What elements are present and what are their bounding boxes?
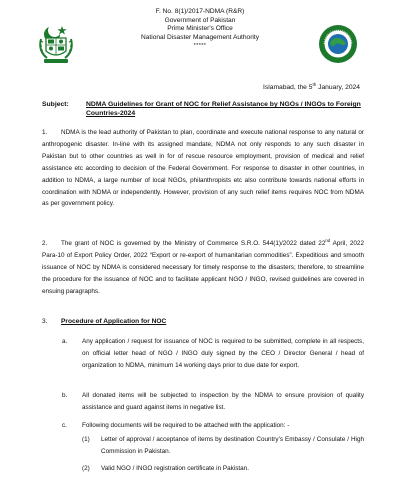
- file-reference: F. No. 8(1)/2017-NDMA (R&R): [155, 8, 245, 15]
- subject-line: [42, 101, 364, 118]
- paragraph-2: 2. The grant of NOC is governed by the Ministry of Commerce S.R.O. 544(1)/2022 dated 22nd April, 2022 Para-10 of Export Policy Order, 2022 “Export or re-export of humanitarian commodities”. Expeditious and smooth issuance of NOC by NDMA is considered necessary for timely response to the disasters; therefore, to streamline the procedure for the issuance of NOC and to facilitate applicant NGO / INGO, revised guidelines are covered in ensuing paragraphs.: [42, 238, 364, 295]
- list-item-text: All donated items will be subjected to inspection by the NDMA to ensure provision of quality assistance and guard against items in negative list.: [82, 392, 364, 411]
- list-item-text: Any application / request for issuance of NOC is required to be submitted, complete in all respects, on official letter head of NGO / INGO duly signed by the CEO / Director General / head of organization to NDMA, minimum 14 working days prior to due date for export.: [82, 338, 364, 369]
- subject-text: NDMA Guidelines for Grant of NOC for Relief Assistance by NGOs / INGOs to Foreign Countries-2024: [86, 101, 361, 117]
- list-item-b: [62, 390, 364, 414]
- letterhead: [0, 8, 400, 51]
- section-title: Procedure of Application for NOC: [61, 318, 167, 325]
- list-item-a: [62, 336, 364, 372]
- sub-item-marker: (2): [82, 465, 90, 472]
- sub-item-marker: (1): [82, 436, 90, 443]
- sub-item-text: Letter of approval / acceptance of items by destination Country’s Embassy / Consulate / High Commission in Pakistan.: [101, 436, 364, 455]
- subject-label: Subject:: [42, 101, 69, 108]
- list-marker: c.: [62, 422, 67, 429]
- sub-item-1: [82, 434, 364, 458]
- list-item-text: Following documents will be required to be attached with the application: -: [82, 422, 290, 429]
- separator-stars: *****: [193, 43, 207, 50]
- section-3-heading: 3. Procedure of Application for NOC: [42, 318, 167, 325]
- sub-item-2: [82, 463, 364, 475]
- sub-item-text: Valid NGO / INGO registration certificate in Pakistan.: [101, 465, 249, 472]
- paragraph-number: 1.: [42, 129, 48, 136]
- authority-line: National Disaster Management Authority: [140, 33, 259, 41]
- list-marker: b.: [62, 392, 68, 399]
- office-line: Prime Minister's Office: [167, 25, 233, 33]
- list-marker: a.: [62, 338, 68, 345]
- paragraph-number: 2.: [42, 240, 48, 248]
- list-item-c: [62, 420, 364, 432]
- government-line: Government of Pakistan: [164, 16, 236, 24]
- paragraph-text: NDMA is the lead authority of Pakistan to plan, coordinate and execute national response to any natural or anthropogenic disaster. In-line with its assigned mandate, NDMA not only responds to any such disaster in Pakistan but to other countries as well in for of rescue resource employment, provision of medical and relief assistance etc according to decision of the Federal Government. For response to disaster in other countries, in addition to NDMA, a large number of local NGOs, philanthropists etc also contribute towards national efforts in coordination with NDMA or independently. However, provision of any such relief items requires NOC from NDMA as per government policy.: [42, 129, 364, 208]
- issue-date: Islamabad, the 5th January, 2024: [263, 82, 360, 92]
- paragraph-1: [42, 127, 364, 210]
